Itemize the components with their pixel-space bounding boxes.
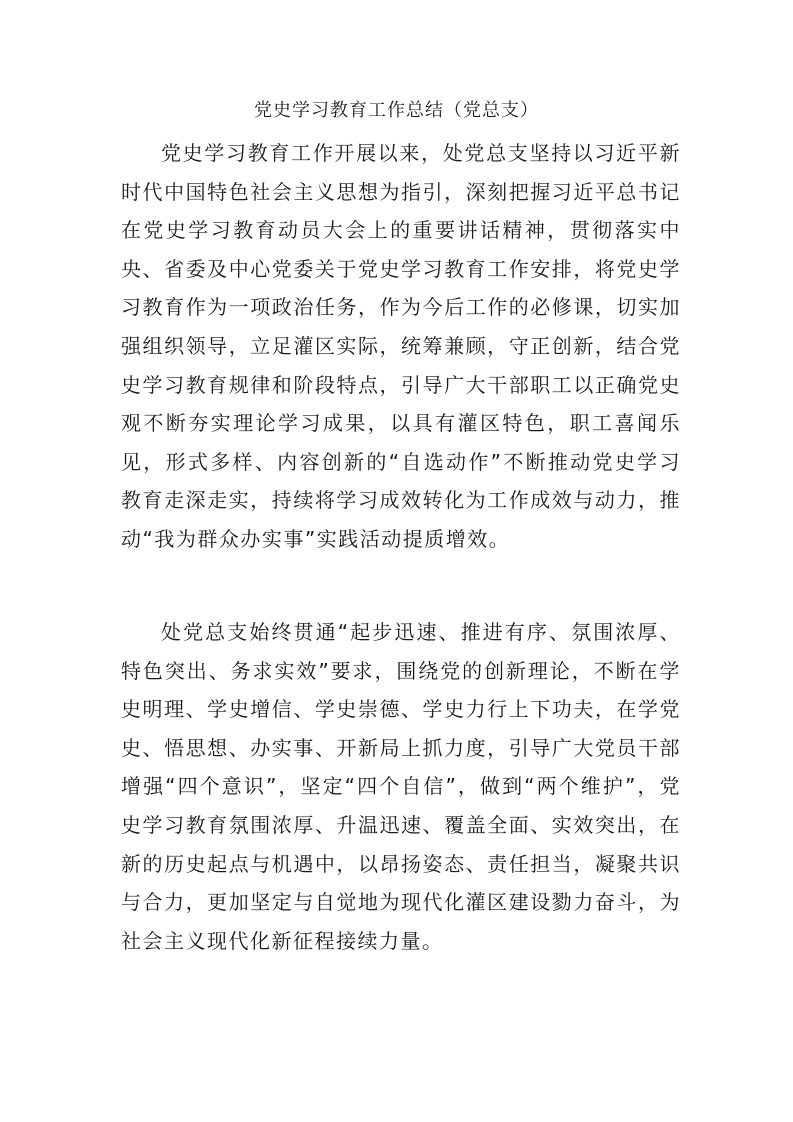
body-paragraph-2: 处党总支始终贯通“起步迅速、推进有序、氛围浓厚、特色突出、务求实效”要求，围绕党的创新理论，不断在学史明理、学史增信、学史崇德、学史力行上下功夫，在学党史、悟思想、办实事、开新局上抓力度，引导广大党员干部增强“四个意识”，坚定“四个自信”，做到“两个维护”，党史学习教育氛围浓厚、升温迅速、覆盖全面、实效突出，在新的历史起点与机遇中，以昂扬姿态、责任担当，凝聚共识与合力，更加坚定与自觉地为现代化灌区建设勠力奋斗，为社会主义现代化新征程接续力量。 [121, 620, 681, 953]
body-paragraph-1: 党史学习教育工作开展以来，处党总支坚持以习近平新时代中国特色社会主义思想为指引，深刻把握习近平总书记在党史学习教育动员大会上的重要讲话精神，贯彻落实中央、省委及中心党委关于党史学习教育工作安排，将党史学习教育作为一项政治任务，作为今后工作的必修课，切实加强组织领导，立足灌区实际，统筹兼顾，守正创新，结合党史学习教育规律和阶段特点，引导广大干部职工以正确党史观不断夯实理论学习成果，以具有灌区特色，职工喜闻乐见，形式多样、内容创新的“自选动作”不断推动党史学习教育走深走实，持续将学习成效转化为工作成效与动力，推动“我为群众办实事”实践活动提质增效。 [121, 141, 681, 551]
document-title: 党史学习教育工作总结（党总支） [254, 100, 539, 121]
